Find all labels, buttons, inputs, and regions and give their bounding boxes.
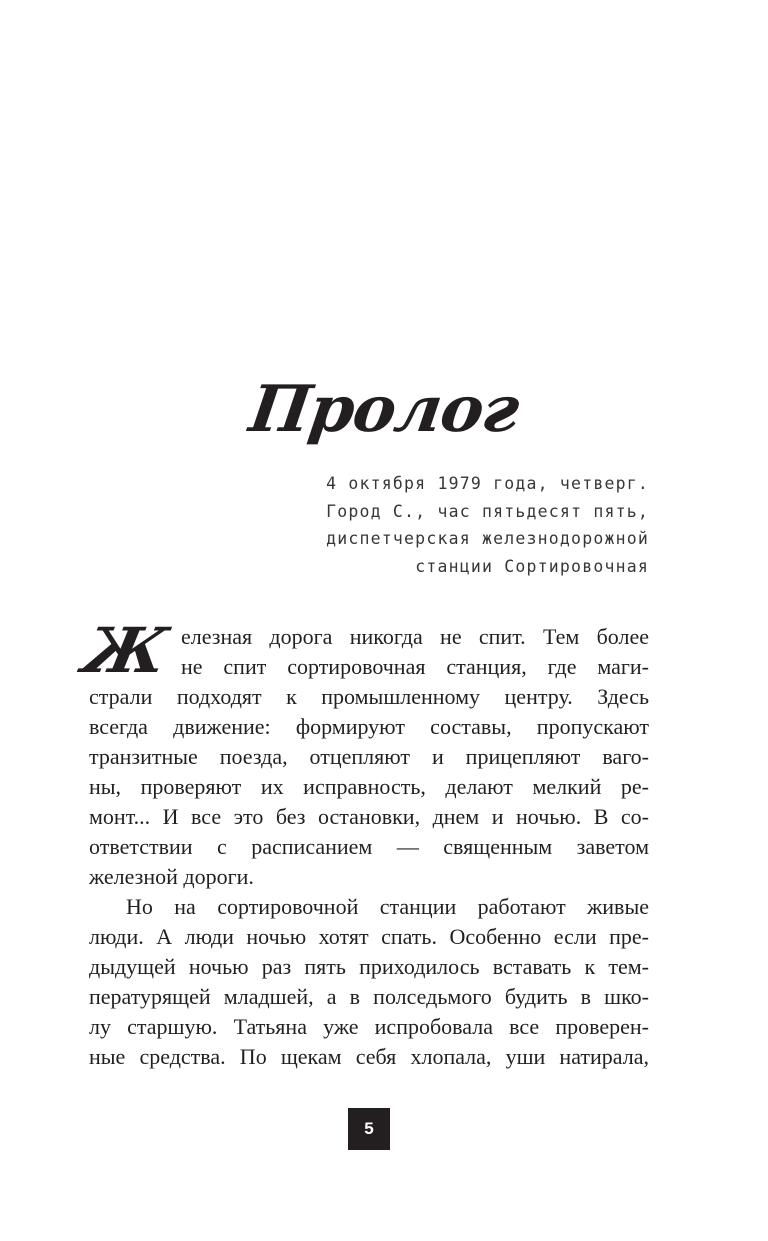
drop-cap: Ж (77, 614, 175, 687)
text-line: ответствии с расписанием — священным заветом (89, 834, 649, 859)
text-line: Но на сортировочной станции работают живые (126, 894, 649, 919)
text-line: дыдущей ночью раз пять приходилось вставать к тем- (89, 954, 649, 979)
text-line: пературящей младшей, а в полседьмого будить в шко- (89, 984, 649, 1009)
epigraph-line: Город С., час пятьдесят пять, (326, 501, 649, 521)
paragraph (89, 892, 649, 1072)
text-line: монт... И все это без остановки, днем и ночью. В со- (89, 804, 649, 829)
paragraph (89, 622, 649, 892)
text-line: лу старшую. Татьяна уже испробовала все проверен- (89, 1014, 649, 1039)
text-line: всегда движение: формируют составы, пропускают (89, 714, 649, 739)
page-number: 5 (348, 1108, 390, 1150)
epigraph-line: диспетчерская железнодорожной (326, 529, 649, 548)
body-text (77, 614, 649, 1072)
text-line: ны, проверяют их исправность, делают мелкий ре- (89, 774, 649, 799)
text-line: люди. А люди ночью хотят спать. Особенно если пре- (89, 924, 649, 949)
text-line: страли подходят к промышленному центру. Здесь (89, 684, 649, 709)
chapter-title: Пролог (245, 371, 524, 447)
epigraph-line: 4 октября 1979 года, четверг. (326, 474, 649, 493)
epigraph (209, 470, 649, 580)
epigraph-line: станции Сортировочная (415, 556, 649, 576)
text-line: транзитные поезда, отцепляют и прицепляют ваго- (89, 744, 649, 769)
text-line: ные средства. По щекам себя хлопала, уши натирала, (89, 1044, 649, 1069)
text-line: елезная дорога никогда не спит. Тем более (181, 624, 649, 649)
text-line: железной дороги. (89, 864, 254, 889)
text-line: не спит сортировочная станция, где маги- (181, 654, 649, 679)
